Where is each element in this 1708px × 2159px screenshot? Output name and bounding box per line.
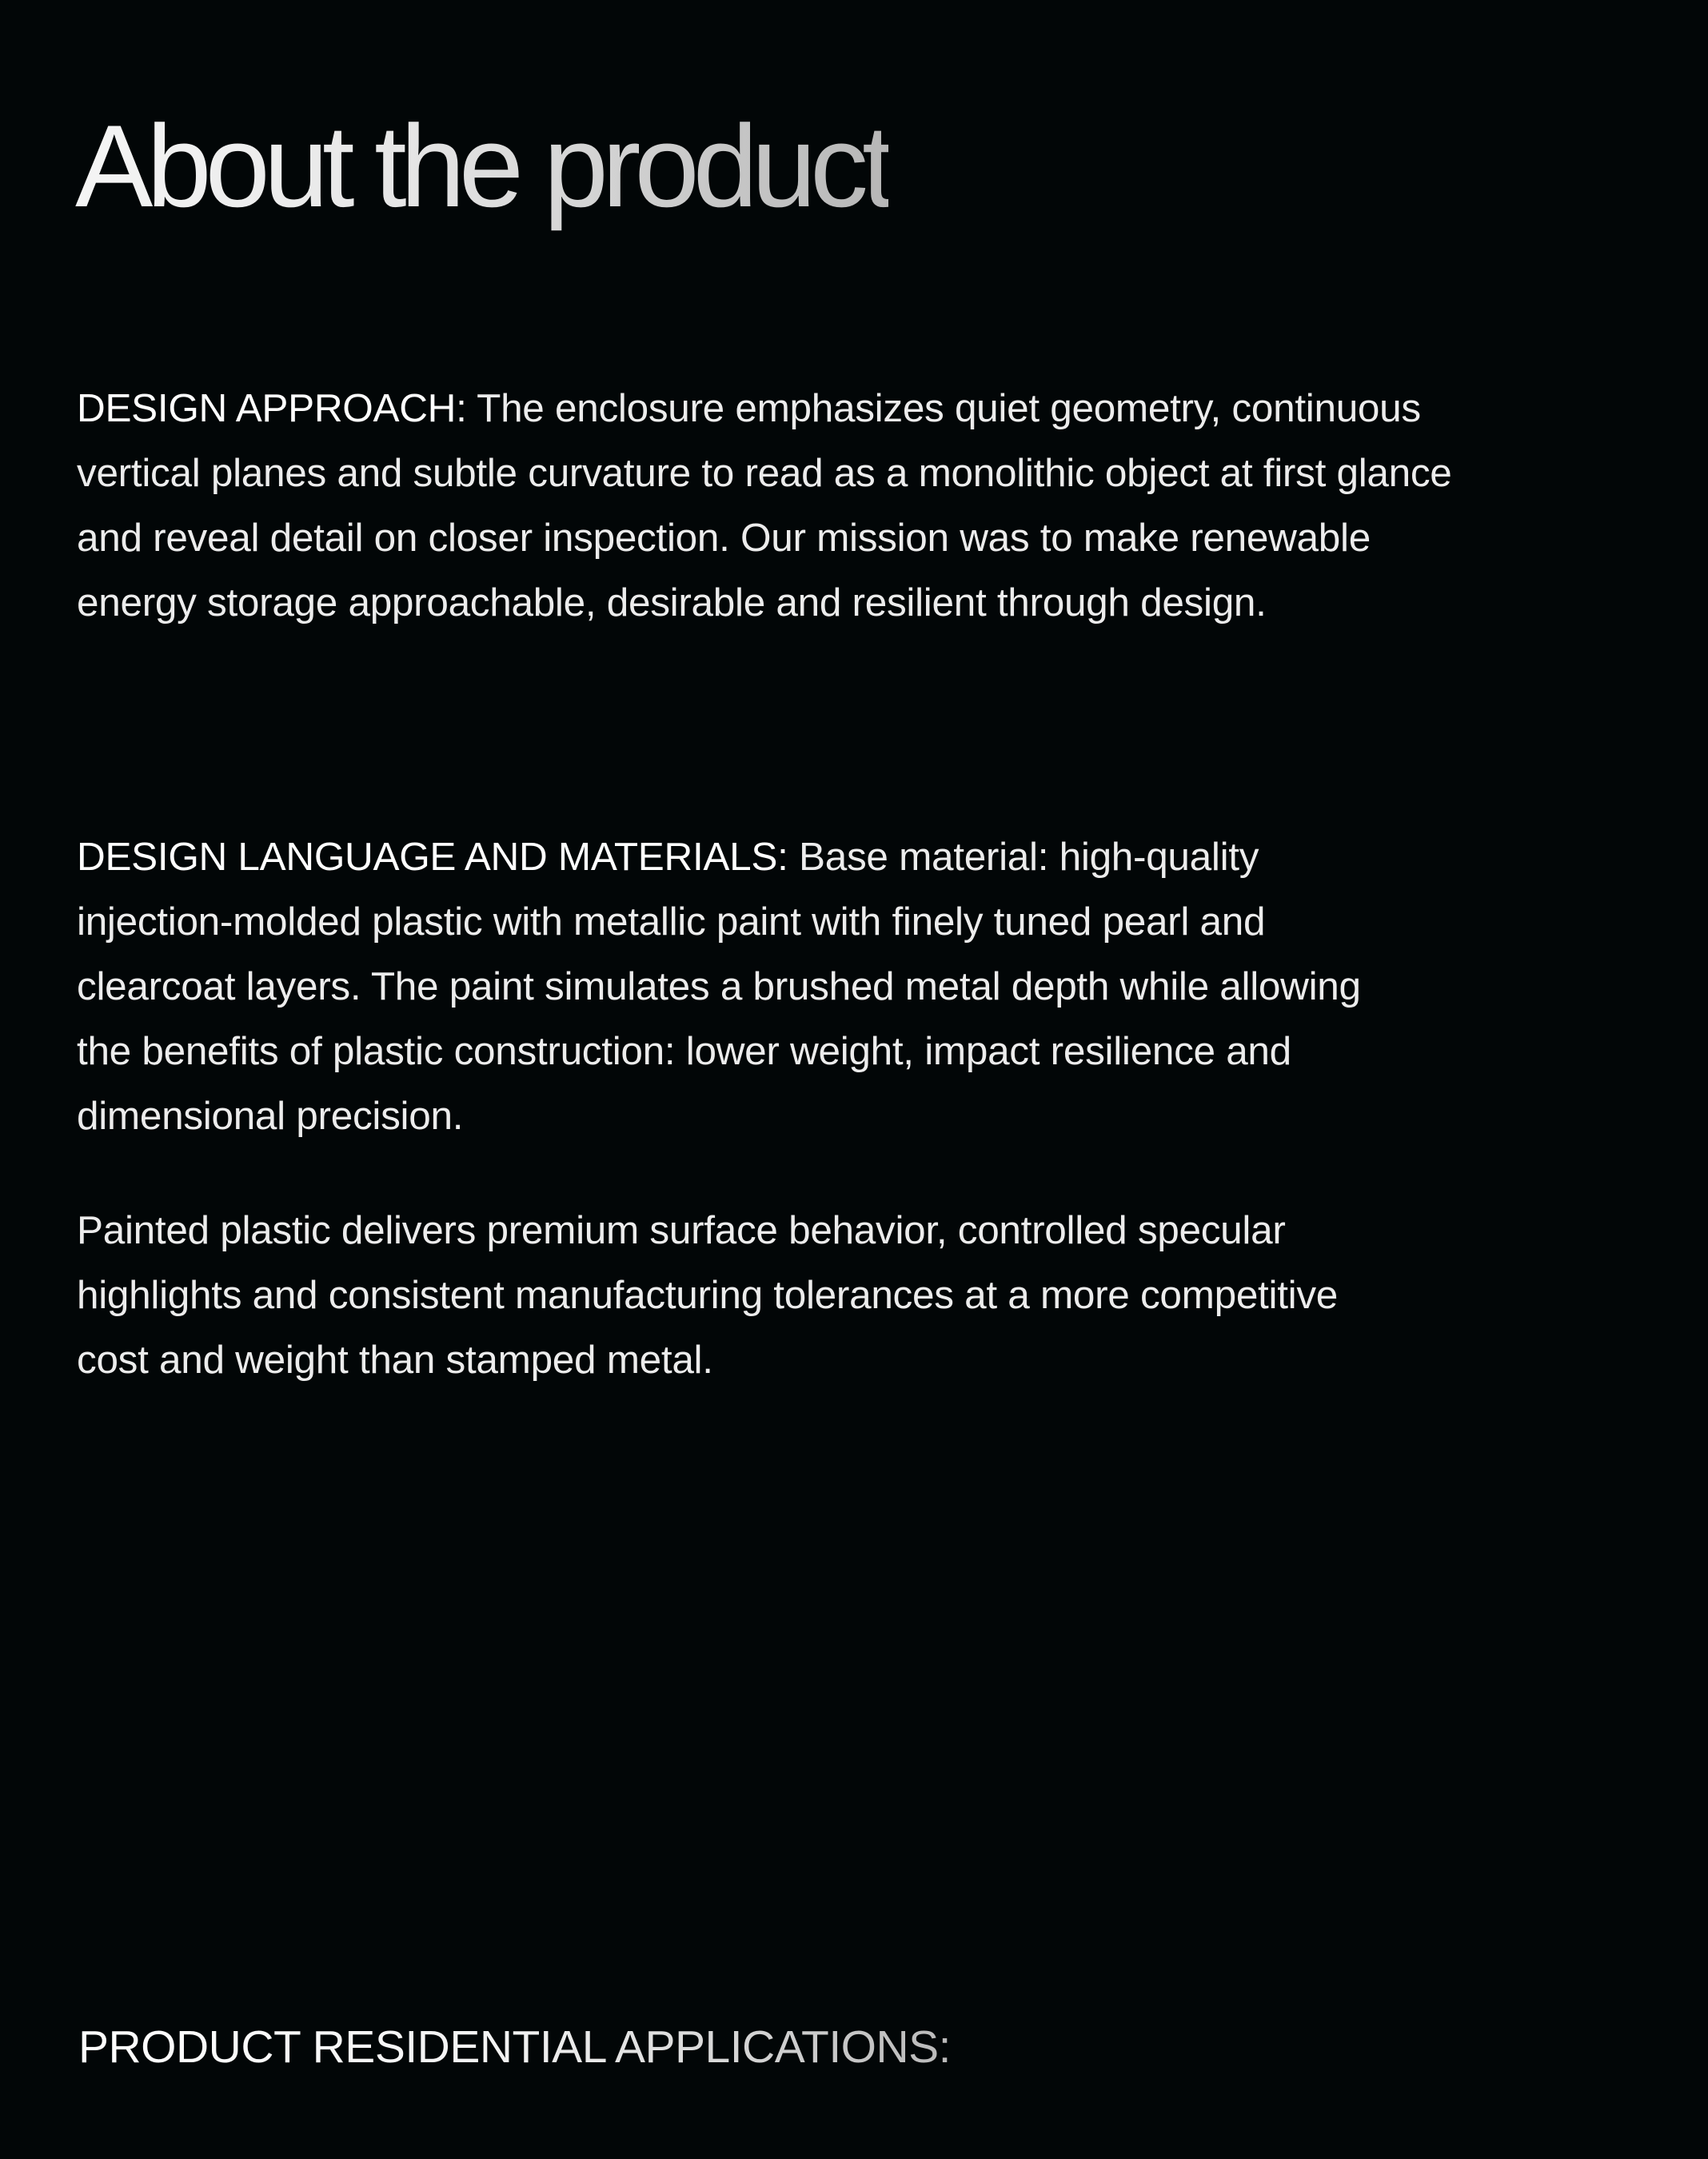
painted-plastic-text: Painted plastic delivers premium surface behavior, controlled specular highlights and consistent manufacturing tolerances at a more competitive cost and weight than stamped metal. bbox=[77, 1208, 1339, 1382]
design-approach-label: DESIGN APPROACH: bbox=[77, 386, 467, 430]
design-language-label: DESIGN LANGUAGE AND MATERIALS: bbox=[77, 835, 788, 879]
painted-plastic-paragraph bbox=[77, 1198, 1388, 1392]
design-approach-paragraph bbox=[77, 376, 1452, 635]
design-approach-text: The enclosure emphasizes quiet geometry, continuous vertical planes and subtle curvature to read as a monolithic object at first glance and reveal detail on closer inspection. Our mission was to make renewable energy storage approachable, desirable and resilient through design. bbox=[77, 386, 1452, 625]
page-title: About the product bbox=[75, 101, 888, 231]
design-language-paragraph bbox=[77, 824, 1388, 1148]
residential-applications-heading: PRODUCT RESIDENTIAL APPLICATIONS: bbox=[78, 2015, 951, 2079]
design-language-text: Base material: high-quality injection-molded plastic with metallic paint with finely tuned pearl and clearcoat layers. The paint simulates a brushed metal depth while allowing the benefits of plastic construction: lower weight, impact resilience and dimensional precision. bbox=[77, 835, 1361, 1138]
